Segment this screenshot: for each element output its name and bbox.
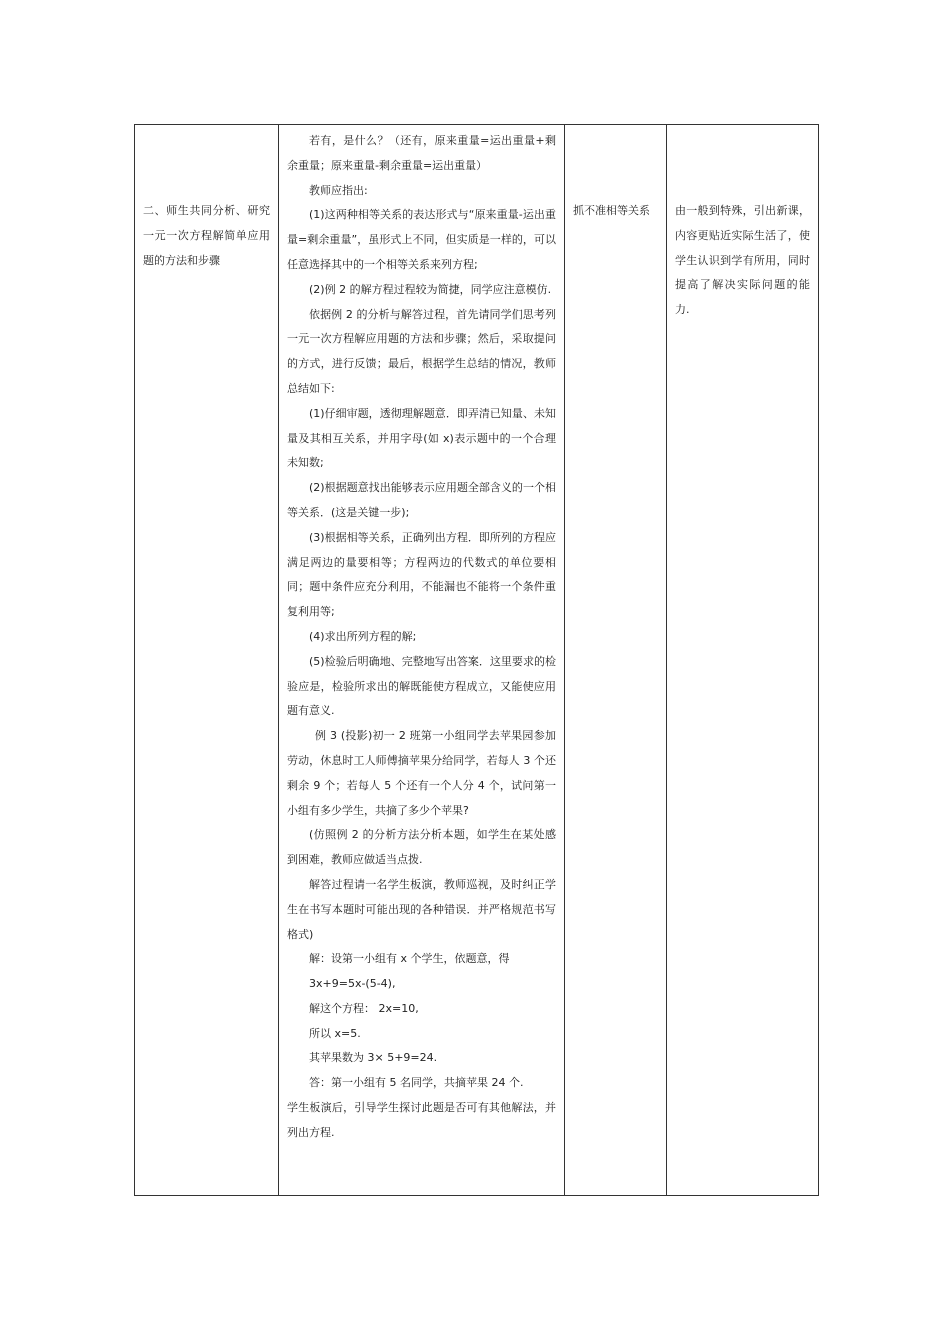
content-paragraph: (4)求出所列方程的解; [309, 629, 417, 643]
content-paragraph: (3)根据相等关系，正确列出方程．即所列的方程应满足两边的量要相等；方程两边的代数式的单位要相同；题中条件应充分利用，不能漏也不能将一个条件重复利用等; [287, 530, 556, 619]
stage-cell [135, 125, 279, 1196]
example-paragraph: 例 3 (投影)初一 2 班第一小组同学去苹果园参加劳动，休息时工人师傅摘苹果分给同学，若每人 3 个还剩余 9 个；若每人 5 个还有一个人分 4 个，试问第一小组有多少学生，共摘了多少个苹果? [287, 729, 556, 817]
content-paragraph: (2)例 2 的解方程过程较为简捷，同学应注意模仿. [309, 282, 552, 296]
solution-line: 答：第一小组有 5 名同学，共摘苹果 24 个. [309, 1076, 524, 1090]
solution-line: 解：设第一小组有 x 个学生，依题意，得 [309, 952, 510, 966]
content-paragraph: (1)仔细审题，透彻理解题意．即弄清已知量、未知量及其相互关系，并用字母(如 x)表示题中的一个合理未知数; [287, 406, 556, 470]
intent-text: 由一般到特殊，引出新课，内容更贴近实际生活了，使学生认识到学有所用，同时提高了解决实际问题的能力. [675, 204, 810, 317]
content-paragraph: (1)这两种相等关系的表达形式与“原来重量-运出重量=剩余重量”，虽形式上不同，但实质是一样的，可以任意选择其中的一个相等关系来列方程; [287, 208, 556, 271]
content-paragraph: 解答过程请一名学生板演，教师巡视，及时纠正学生在书写本题时可能出现的各种错误．并严格规范书写格式) [287, 877, 556, 941]
intent-cell [667, 125, 819, 1196]
solution-line: 所以 x=5. [309, 1026, 361, 1040]
content-paragraph: 依据例 2 的分析与解答过程，首先请同学们思考列一元一次方程解应用题的方法和步骤；然后，采取提问的方式，进行反馈；最后，根据学生总结的情况，教师总结如下: [287, 307, 556, 395]
table-row [135, 125, 819, 1196]
content-paragraph: 若有，是什么？（还有，原来重量=运出重量+剩余重量；原来重量-剩余重量=运出重量） [287, 134, 556, 172]
solution-line: 解这个方程： 2x=10, [309, 1001, 419, 1015]
content-paragraph: (2)根据题意找出能够表示应用题全部含义的一个相等关系．(这是关键一步); [287, 481, 556, 519]
solution-line: 其苹果数为 3× 5+9=24. [309, 1051, 438, 1065]
solution-line: 3x+9=5x-(5-4), [309, 977, 396, 991]
difficulty-cell [565, 125, 667, 1196]
content-paragraph: (仿照例 2 的分析方法分析本题，如学生在某处感到困难，教师应做适当点拨. [287, 828, 556, 867]
content-paragraph: 学生板演后，引导学生探讨此题是否可有其他解法，并列出方程. [287, 1101, 556, 1139]
stage-text: 二、师生共同分析、研究一元一次方程解简单应用题的方法和步骤 [143, 204, 270, 267]
content-paragraph: (5)检验后明确地、完整地写出答案．这里要求的检验应是，检验所求出的解既能使方程成立，又能使应用题有意义. [287, 654, 556, 718]
content-paragraph: 教师应指出: [309, 183, 368, 197]
difficulty-text: 抓不准相等关系 [573, 204, 650, 217]
lesson-plan-table [134, 124, 819, 1196]
content-cell [279, 125, 565, 1196]
